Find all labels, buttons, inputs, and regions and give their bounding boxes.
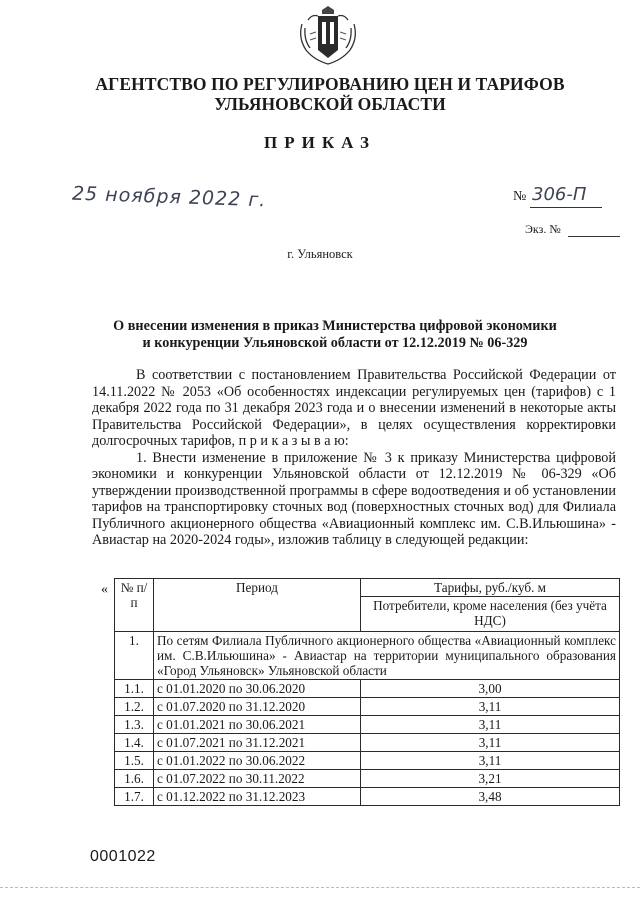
- table-row: [115, 770, 620, 788]
- copy-number-label: Экз. №: [525, 222, 561, 236]
- subject-line1: О внесении изменения в приказ Министерства цифровой экономики: [113, 318, 557, 334]
- row-value: 3,11: [361, 698, 620, 716]
- order-title: ПРИКАЗ: [264, 133, 376, 152]
- table-row: [115, 788, 620, 806]
- header-tariff: Тарифы, руб./куб. м: [361, 579, 620, 597]
- coat-of-arms-icon: [296, 4, 360, 68]
- section-text: По сетям Филиала Публичного акционерного общества «Авиационный комплекс им. С.В.Ильюшина» - Авиастар на территории муниципального образования «Город Ульяновск» Ульяновской области: [154, 632, 620, 680]
- row-period: с 01.01.2022 по 30.06.2022: [154, 752, 361, 770]
- agency-name-line1: АГЕНТСТВО ПО РЕГУЛИРОВАНИЮ ЦЕН И ТАРИФОВ: [95, 74, 565, 94]
- table-row: [115, 752, 620, 770]
- table-section-row: [115, 632, 620, 680]
- row-period: с 01.01.2021 по 30.06.2021: [154, 716, 361, 734]
- subject-line2: и конкуренции Ульяновской области от 12.12.2019 № 06-329: [142, 335, 528, 351]
- row-value: 3,48: [361, 788, 620, 806]
- row-num: 1.1.: [115, 680, 154, 698]
- row-value: 3,11: [361, 734, 620, 752]
- order-subject: [60, 318, 610, 352]
- row-period: с 01.07.2022 по 30.11.2022: [154, 770, 361, 788]
- row-period: с 01.01.2020 по 30.06.2020: [154, 680, 361, 698]
- order-number-label: №: [513, 189, 527, 204]
- handwritten-order-number: 306-П: [532, 184, 587, 205]
- row-value: 3,11: [361, 716, 620, 734]
- row-period: с 01.12.2022 по 31.12.2023: [154, 788, 361, 806]
- copy-number-underline: [568, 236, 620, 237]
- header-period: Период: [154, 579, 361, 632]
- body-paragraph-1: В соответствии с постановлением Правительства Российской Федерации от 14.11.2022 № 2053 «Об особенностях индексации регулируемых цен (тарифов) с 1 декабря 2022 года по 31 декабря 2023 года и о внесении изменений в некоторые акты Правительства Российской Федерации», в целях осуществления корректировки долгосрочных тарифов, п р и к а з ы в а ю:: [92, 367, 616, 449]
- table-row: [115, 716, 620, 734]
- header-consumers: Потребители, кроме населения (без учёта НДС): [361, 597, 620, 632]
- row-period: с 01.07.2020 по 31.12.2020: [154, 698, 361, 716]
- header-num: № п/п: [115, 579, 154, 632]
- order-body: [92, 367, 616, 549]
- document-serial-code: 0001022: [90, 848, 156, 865]
- agency-name: [60, 74, 600, 114]
- tariff-table: [114, 578, 620, 806]
- row-num: 1.5.: [115, 752, 154, 770]
- table-row: [115, 734, 620, 752]
- table-row: [115, 698, 620, 716]
- table-row: [115, 680, 620, 698]
- row-value: 3,00: [361, 680, 620, 698]
- row-num: 1.4.: [115, 734, 154, 752]
- handwritten-date: 25 ноября 2022 г.: [71, 182, 267, 212]
- row-num: 1.2.: [115, 698, 154, 716]
- row-num: 1.6.: [115, 770, 154, 788]
- body-paragraph-2: 1. Внести изменение в приложение № 3 к приказу Министерства цифровой экономики и конкуренции Ульяновской области от 12.12.2019 № 06-329 «Об утверждении производственной программы в сфере водоотведения и об установлении тарифов на транспортировку сточных вод (поверхностных сточных вод) для Филиала Публичного акционерного общества «Авиационный комплекс им. С.В.Ильюшина» - Авиастар на 2020-2024 годы», изложив таблицу в следующей редакции:: [92, 449, 616, 548]
- agency-name-line2: УЛЬЯНОВСКОЙ ОБЛАСТИ: [214, 94, 446, 114]
- row-value: 3,21: [361, 770, 620, 788]
- table-opening-quote: «: [101, 582, 108, 597]
- row-num: 1.3.: [115, 716, 154, 734]
- city: г. Ульяновск: [287, 247, 353, 261]
- row-value: 3,11: [361, 752, 620, 770]
- table-header-row: [115, 579, 620, 597]
- row-period: с 01.07.2021 по 31.12.2021: [154, 734, 361, 752]
- order-number-underline: [530, 207, 602, 208]
- section-num: 1.: [115, 632, 154, 680]
- page-bottom-edge: [0, 887, 640, 888]
- row-num: 1.7.: [115, 788, 154, 806]
